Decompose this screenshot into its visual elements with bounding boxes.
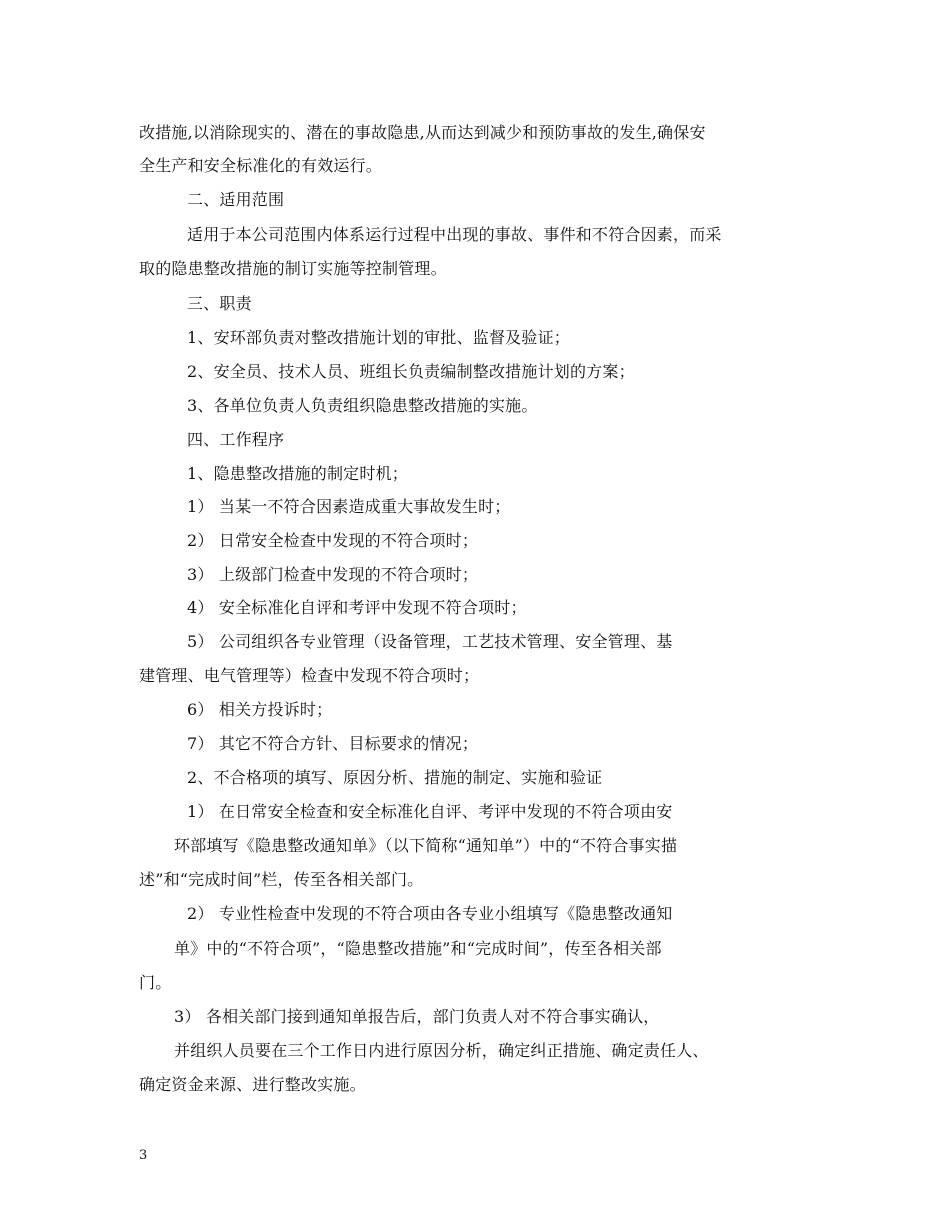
section-heading: 四、工作程序	[187, 430, 285, 449]
page-number: 3	[139, 1148, 148, 1163]
text-line: 适用于本公司范围内体系运行过程中出现的事故、事件和不符合因素，而采	[187, 225, 722, 244]
text-line: 门。	[139, 973, 172, 992]
section-heading: 三、职责	[187, 294, 252, 313]
list-item: 4） 安全标准化自评和考评中发现不符合项时；	[187, 598, 527, 617]
list-item: 1） 当某一不符合因素造成重大事故发生时；	[187, 497, 511, 516]
list-item: 2、不合格项的填写、原因分析、措施的制定、实施和验证	[187, 768, 603, 787]
section-heading: 二、适用范围	[187, 190, 285, 209]
list-item: 2） 专业性检查中发现的不符合项由各专业小组填写《隐患整改通知	[187, 904, 673, 923]
list-item: 3） 上级部门检查中发现的不符合项时；	[187, 565, 479, 584]
list-item: 2） 日常安全检查中发现的不符合项时；	[187, 531, 479, 550]
text-line: 环部填写《隐患整改通知单》（以下简称“通知单”）中的“不符合事实描	[174, 836, 678, 855]
list-item: 5） 公司组织各专业管理（设备管理，工艺技术管理、安全管理、基	[187, 632, 673, 651]
text-line: 全生产和安全标准化的有效运行。	[139, 156, 383, 175]
list-item: 1、隐患整改措施的制定时机；	[187, 464, 408, 483]
list-item: 1） 在日常安全检查和安全标准化自评、考评中发现的不符合项由安	[187, 802, 673, 821]
text-line: 确定资金来源、进行整改实施。	[139, 1075, 366, 1094]
text-line: 改措施,以消除现实的、潜在的事故隐患,从而达到减少和预防事故的发生,确保安	[139, 123, 706, 142]
list-item: 6） 相关方投诉时；	[187, 700, 333, 719]
text-line: 取的隐患整改措施的制订实施等控制管理。	[139, 259, 447, 278]
list-item: 3） 各相关部门接到通知单报告后，部门负责人对不符合事实确认，	[174, 1007, 660, 1026]
list-item: 7） 其它不符合方针、目标要求的情况；	[187, 734, 479, 753]
text-line: 并组织人员要在三个工作日内进行原因分析，确定纠正措施、确定责任人、	[174, 1041, 709, 1060]
text-line: 述”和“完成时间”栏，传至各相关部门。	[139, 870, 424, 889]
text-line: 建管理、电气管理等）检查中发现不符合项时；	[139, 666, 480, 685]
list-item: 1、安环部负责对整改措施计划的审批、监督及验证；	[187, 328, 570, 347]
text-line: 单》中的“不符合项”，“隐患整改措施”和“完成时间”，传至各相关部	[174, 939, 662, 958]
list-item: 2、安全员、技术人员、班组长负责编制整改措施计划的方案；	[187, 362, 635, 381]
list-item: 3、各单位负责人负责组织隐患整改措施的实施。	[187, 396, 538, 415]
